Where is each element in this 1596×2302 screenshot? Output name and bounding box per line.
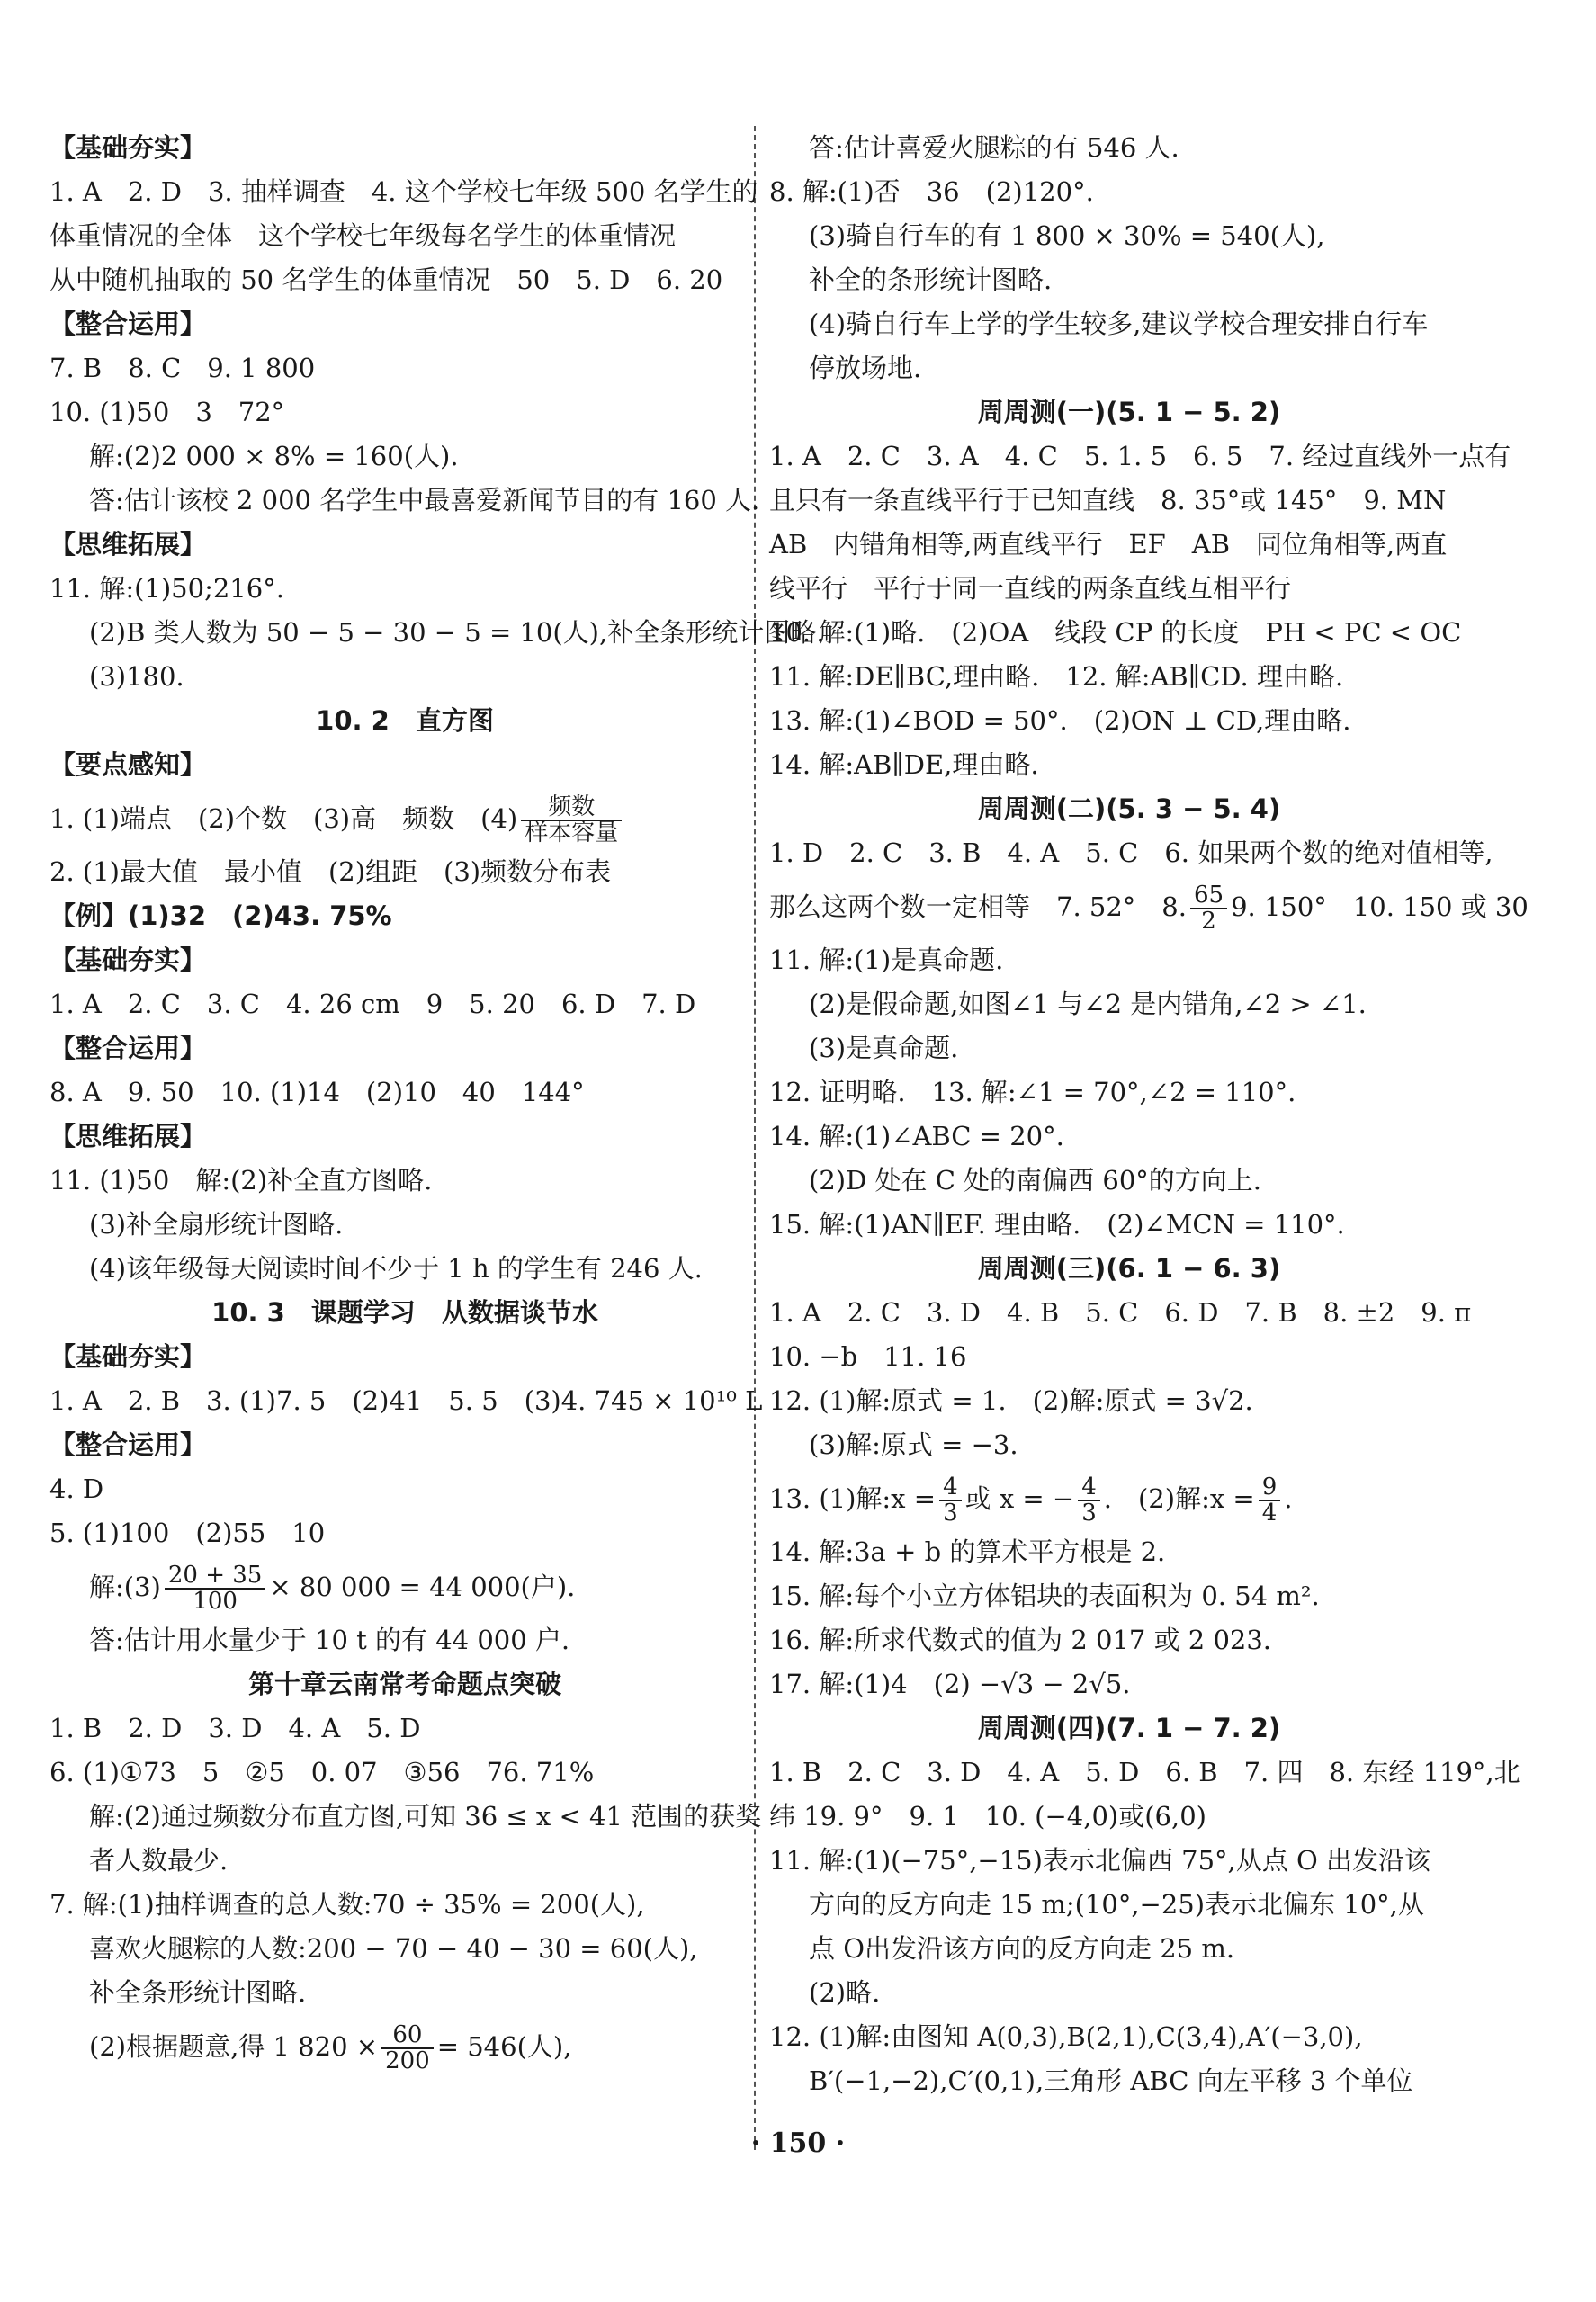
answer-line: (3)180. [89, 661, 184, 692]
answer-line: 者人数最少. [89, 1845, 229, 1876]
answer-line: 12. (1)解:原式 = 1. (2)解:原式 = 3√2. [769, 1385, 1253, 1416]
answer-line: 1. A 2. C 3. C 4. 26 cm 9 5. 20 6. D 7. D [49, 989, 696, 1019]
answer-line: 11. 解:(1)是真命题. [769, 945, 1004, 975]
section-heading: 【要点感知】 [49, 749, 207, 780]
answer-line [49, 2015, 760, 2078]
answer-line: (3)骑自行车的有 1 800 × 30% = 540(人), [809, 220, 1325, 251]
fraction-numerator: 20 + 35 [165, 1563, 265, 1590]
answer-line [49, 787, 760, 850]
answer-line: (2)D 处在 C 处的南偏西 60°的方向上. [809, 1165, 1262, 1196]
section-heading: 【思维拓展】 [49, 1121, 207, 1151]
left-column [49, 126, 825, 2078]
answer-line: 1. A 2. C 3. D 4. B 5. C 6. D 7. B 8. ±2 9. π [769, 1297, 1472, 1328]
fraction-denominator: 4 [1261, 1500, 1278, 1527]
answer-line: (4)骑自行车上学的学生较多,建议学校合理安排自行车 [809, 309, 1429, 339]
fraction [1190, 883, 1227, 935]
fraction-numerator: 频数 [521, 795, 622, 821]
answer-line: 10. 解:(1)略. (2)OA 线段 CP 的长度 PH < PC < OC [769, 617, 1462, 648]
section-heading: 【基础夯实】 [49, 132, 207, 163]
answer-line: (4)该年级每天阅读时间不少于 1 h 的学生有 246 人. [89, 1253, 703, 1284]
section-heading: 【思维拓展】 [49, 529, 207, 560]
section-heading: 【整合运用】 [49, 1033, 207, 1063]
answer-line: 补全的条形统计图略. [809, 264, 1053, 295]
answer-line: 11. 解:DE∥BC,理由略. 12. 解:AB∥CD. 理由略. [769, 661, 1344, 692]
answer-line: (3)解:原式 = −3. [809, 1429, 1018, 1460]
chapter-title: 第十章云南常考命题点突破 [247, 1669, 561, 1699]
fraction-denominator: 3 [943, 1500, 958, 1527]
chapter-title: 周周测(三)(6. 1 − 6. 3) [977, 1253, 1281, 1284]
fraction [1078, 1475, 1100, 1527]
answer-line [769, 875, 1529, 938]
answer-text: (2)根据题意,得 1 820 × [89, 2031, 379, 2062]
answer-line: B′(−1,−2),C′(0,1),三角形 ABC 向左平移 3 个单位 [809, 2065, 1413, 2096]
fraction-numerator: 9 [1259, 1475, 1281, 1501]
fraction [1259, 1475, 1281, 1527]
section-heading: 【整合运用】 [49, 309, 207, 339]
answer-line: 11. (1)50 解:(2)补全直方图略. [49, 1165, 433, 1196]
answer-line: (2)是假命题,如图∠1 与∠2 是内错角,∠2 > ∠1. [809, 989, 1367, 1019]
answer-line: 14. 解:(1)∠ABC = 20°. [769, 1121, 1064, 1151]
answer-text: . [1284, 1483, 1293, 1514]
fraction-numerator: 4 [1078, 1475, 1100, 1501]
answer-line: 14. 解:3a + b 的算术平方根是 2. [769, 1536, 1166, 1567]
answer-line: 体重情况的全体 这个学校七年级每名学生的体重情况 [49, 220, 677, 251]
answer-line: 15. 解:(1)AN∥EF. 理由略. (2)∠MCN = 110°. [769, 1209, 1345, 1240]
answer-line: (2)B 类人数为 50 − 5 − 30 − 5 = 10(人),补全条形统计图略. [89, 617, 825, 648]
answer-text: 9. 150° 10. 150 或 30 [1231, 891, 1529, 922]
answer-line [49, 1555, 760, 1618]
answer-text: 1. (1)端点 (2)个数 (3)高 频数 (4) [49, 803, 518, 834]
chapter-title: 周周测(一)(5. 1 − 5. 2) [977, 397, 1281, 427]
answer-line: 8. 解:(1)否 36 (2)120°. [769, 176, 1094, 207]
answer-line: 11. 解:(1)(−75°,−15)表示北偏西 75°,从点 O 出发沿该 [769, 1845, 1430, 1876]
answer-line: 4. D [49, 1473, 104, 1504]
answer-line: 16. 解:所求代数式的值为 2 017 或 2 023. [769, 1625, 1272, 1655]
answer-line: 14. 解:AB∥DE,理由略. [769, 749, 1039, 780]
fraction-numerator: 65 [1190, 883, 1227, 909]
answer-line: 1. A 2. D 3. 抽样调查 4. 这个学校七年级 500 名学生的 [49, 176, 758, 207]
answer-line: 1. B 2. D 3. D 4. A 5. D [49, 1713, 421, 1743]
fraction-denominator: 2 [1201, 908, 1216, 935]
section-heading: 【整合运用】 [49, 1429, 207, 1460]
answer-line: 11. 解:(1)50;216°. [49, 573, 284, 604]
answer-line: 1. B 2. C 3. D 4. A 5. D 6. B 7. 四 8. 东经 119°,北 [769, 1757, 1520, 1787]
answer-line: 解:(2)通过频数分布直方图,可知 36 ≤ x < 41 范围的获奖 [89, 1801, 762, 1832]
fraction [381, 2020, 434, 2074]
answer-line: 2. (1)最大值 最小值 (2)组距 (3)频数分布表 [49, 856, 612, 887]
answer-text: 解:(3) [89, 1572, 161, 1602]
answer-line: AB 内错角相等,两直线平行 EF AB 同位角相等,两直 [769, 529, 1448, 560]
fraction [521, 795, 622, 846]
answer-line: 答:估计用水量少于 10 t 的有 44 000 户. [89, 1625, 570, 1655]
answer-line: 停放场地. [809, 353, 922, 383]
fraction-numerator: 4 [939, 1475, 962, 1501]
answer-line: 6. (1)①73 5 ②5 0. 07 ③56 76. 71% [49, 1757, 595, 1787]
answer-line: 5. (1)100 (2)55 10 [49, 1518, 326, 1548]
answer-text: × 80 000 = 44 000(户). [269, 1572, 576, 1602]
answer-line: 13. 解:(1)∠BOD = 50°. (2)ON ⊥ CD,理由略. [769, 705, 1351, 736]
answer-line: 线平行 平行于同一直线的两条直线互相平行 [769, 573, 1292, 604]
answer-line: 1. A 2. C 3. A 4. C 5. 1. 5 6. 5 7. 经过直线外一点有 [769, 441, 1511, 471]
section-heading: 【基础夯实】 [49, 1341, 207, 1372]
fraction-denominator: 200 [385, 2047, 430, 2074]
answer-line: 答:估计该校 2 000 名学生中最喜爱新闻节目的有 160 人. [89, 485, 760, 515]
page-number: · 150 · [750, 2127, 846, 2159]
answer-line: 7. 解:(1)抽样调查的总人数:70 ÷ 35% = 200(人), [49, 1889, 645, 1920]
chapter-title: 周周测(四)(7. 1 − 7. 2) [977, 1713, 1281, 1743]
answer-line: 解:(2)2 000 × 8% = 160(人). [89, 441, 459, 471]
fraction-denominator: 3 [1081, 1500, 1097, 1527]
answer-line: 15. 解:每个小立方体铝块的表面积为 0. 54 m². [769, 1581, 1320, 1611]
fraction-denominator: 样本容量 [525, 820, 619, 846]
answer-line: 纬 19. 9° 9. 1 10. (−4,0)或(6,0) [769, 1801, 1206, 1832]
fraction-denominator: 100 [193, 1588, 238, 1615]
answer-line: 喜欢火腿粽的人数:200 − 70 − 40 − 30 = 60(人), [89, 1933, 698, 1964]
answer-line: 7. B 8. C 9. 1 800 [49, 353, 316, 383]
answer-line: (2)略. [809, 1977, 881, 2008]
answer-line: (3)是真命题. [809, 1033, 959, 1063]
chapter-title: 10. 2 直方图 [316, 705, 494, 736]
answer-line: 且只有一条直线平行于已知直线 8. 35°或 145° 9. MN [769, 485, 1447, 515]
answer-line: 1. A 2. B 3. (1)7. 5 (2)41 5. 5 (3)4. 745 × 10¹⁰ L [49, 1385, 763, 1416]
answer-text: 13. (1)解:x = [769, 1483, 937, 1514]
fraction-numerator: 60 [381, 2023, 434, 2049]
chapter-title: 周周测(二)(5. 3 − 5. 4) [977, 793, 1281, 824]
answer-line: 从中随机抽取的 50 名学生的体重情况 50 5. D 6. 20 [49, 264, 723, 295]
answer-line: 10. −b 11. 16 [769, 1341, 967, 1372]
answer-line: 补全条形统计图略. [89, 1977, 307, 2008]
fraction [165, 1563, 265, 1615]
answer-line: 12. (1)解:由图知 A(0,3),B(2,1),C(3,4),A′(−3,0), [769, 2021, 1363, 2052]
section-heading: 【基础夯实】 [49, 945, 207, 975]
right-column [769, 126, 1529, 2103]
answer-line: 点 O出发沿该方向的反方向走 25 m. [809, 1933, 1235, 1964]
answer-line [769, 1467, 1489, 1530]
answer-line: 12. 证明略. 13. 解:∠1 = 70°,∠2 = 110°. [769, 1077, 1296, 1107]
answer-text: 那么这两个数一定相等 7. 52° 8. [769, 891, 1187, 922]
answer-text: . (2)解:x = [1103, 1483, 1255, 1514]
answer-text: 或 x = − [964, 1483, 1075, 1514]
answer-line: 方向的反方向走 15 m;(10°,−25)表示北偏东 10°,从 [809, 1889, 1424, 1920]
answer-line: 答:估计喜爱火腿粽的有 546 人. [809, 132, 1179, 163]
answer-line: 1. D 2. C 3. B 4. A 5. C 6. 如果两个数的绝对值相等, [769, 837, 1493, 868]
answer-line: 17. 解:(1)4 (2) −√3 − 2√5. [769, 1669, 1131, 1699]
answer-line: (3)补全扇形统计图略. [89, 1209, 344, 1240]
answer-line: 10. (1)50 3 72° [49, 397, 285, 427]
answer-line: 8. A 9. 50 10. (1)14 (2)10 40 144° [49, 1077, 585, 1107]
answer-text: = 546(人), [436, 2031, 572, 2062]
section-heading: 【例】(1)32 (2)43. 75% [49, 900, 392, 931]
fraction [939, 1475, 962, 1527]
chapter-title: 10. 3 课题学习 从数据谈节水 [211, 1297, 598, 1328]
